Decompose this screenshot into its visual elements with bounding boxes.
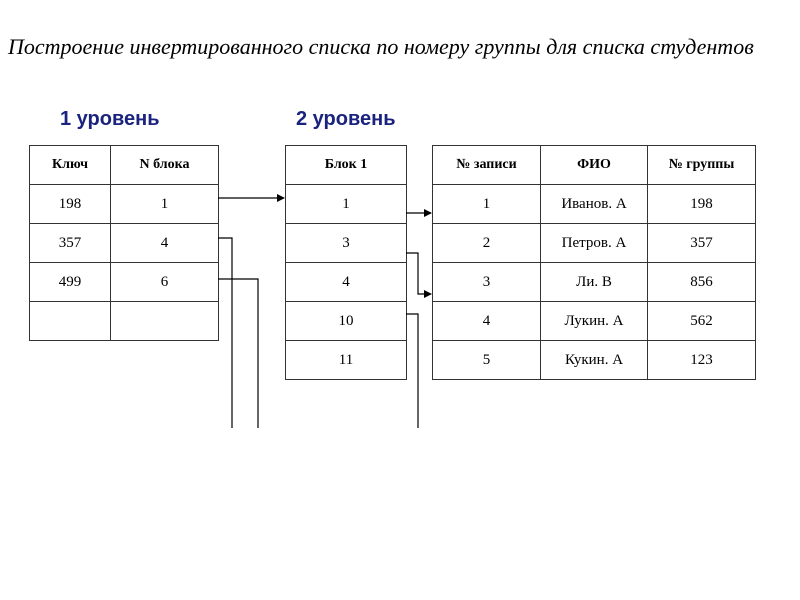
group-cell: 562 (648, 302, 756, 341)
pointer-line-block-4 (218, 238, 232, 428)
name-cell: Ли. В (541, 263, 648, 302)
header-key: Ключ (30, 146, 111, 185)
key-cell: 198 (30, 185, 111, 224)
block-cell: 4 (111, 224, 219, 263)
name-cell: Лукин. А (541, 302, 648, 341)
header-full-name: ФИО (541, 146, 648, 185)
key-cell: 499 (30, 263, 111, 302)
record-number-cell: 3 (433, 263, 541, 302)
name-cell: Кукин. А (541, 341, 648, 380)
group-cell: 198 (648, 185, 756, 224)
header-block-1: Блок 1 (286, 146, 407, 185)
group-cell: 123 (648, 341, 756, 380)
slide-title: Построение инвертированного списка по номеру группы для списка студентов (8, 34, 754, 59)
block-cell: 6 (111, 263, 219, 302)
header-record-number: № записи (433, 146, 541, 185)
header-group-number: № группы (648, 146, 756, 185)
key-cell: 357 (30, 224, 111, 263)
header-block-number: N блока (111, 146, 219, 185)
arrow-to-record-3 (406, 253, 431, 294)
record-pointer-cell: 3 (286, 224, 407, 263)
level-2-label: 2 уровень (296, 108, 396, 130)
pointer-line-continuation (406, 314, 418, 428)
record-number-cell: 4 (433, 302, 541, 341)
pointer-line-block-6 (218, 279, 258, 428)
level-1-label: 1 уровень (60, 108, 160, 130)
record-number-cell: 1 (433, 185, 541, 224)
name-cell: Петров. А (541, 224, 648, 263)
block-cell: 1 (111, 185, 219, 224)
record-pointer-cell: 10 (286, 302, 407, 341)
record-pointer-cell: 4 (286, 263, 407, 302)
group-cell: 856 (648, 263, 756, 302)
record-pointer-cell: 1 (286, 185, 407, 224)
name-cell: Иванов. А (541, 185, 648, 224)
record-number-cell: 5 (433, 341, 541, 380)
record-number-cell: 2 (433, 224, 541, 263)
record-pointer-cell: 11 (286, 341, 407, 380)
group-cell: 357 (648, 224, 756, 263)
